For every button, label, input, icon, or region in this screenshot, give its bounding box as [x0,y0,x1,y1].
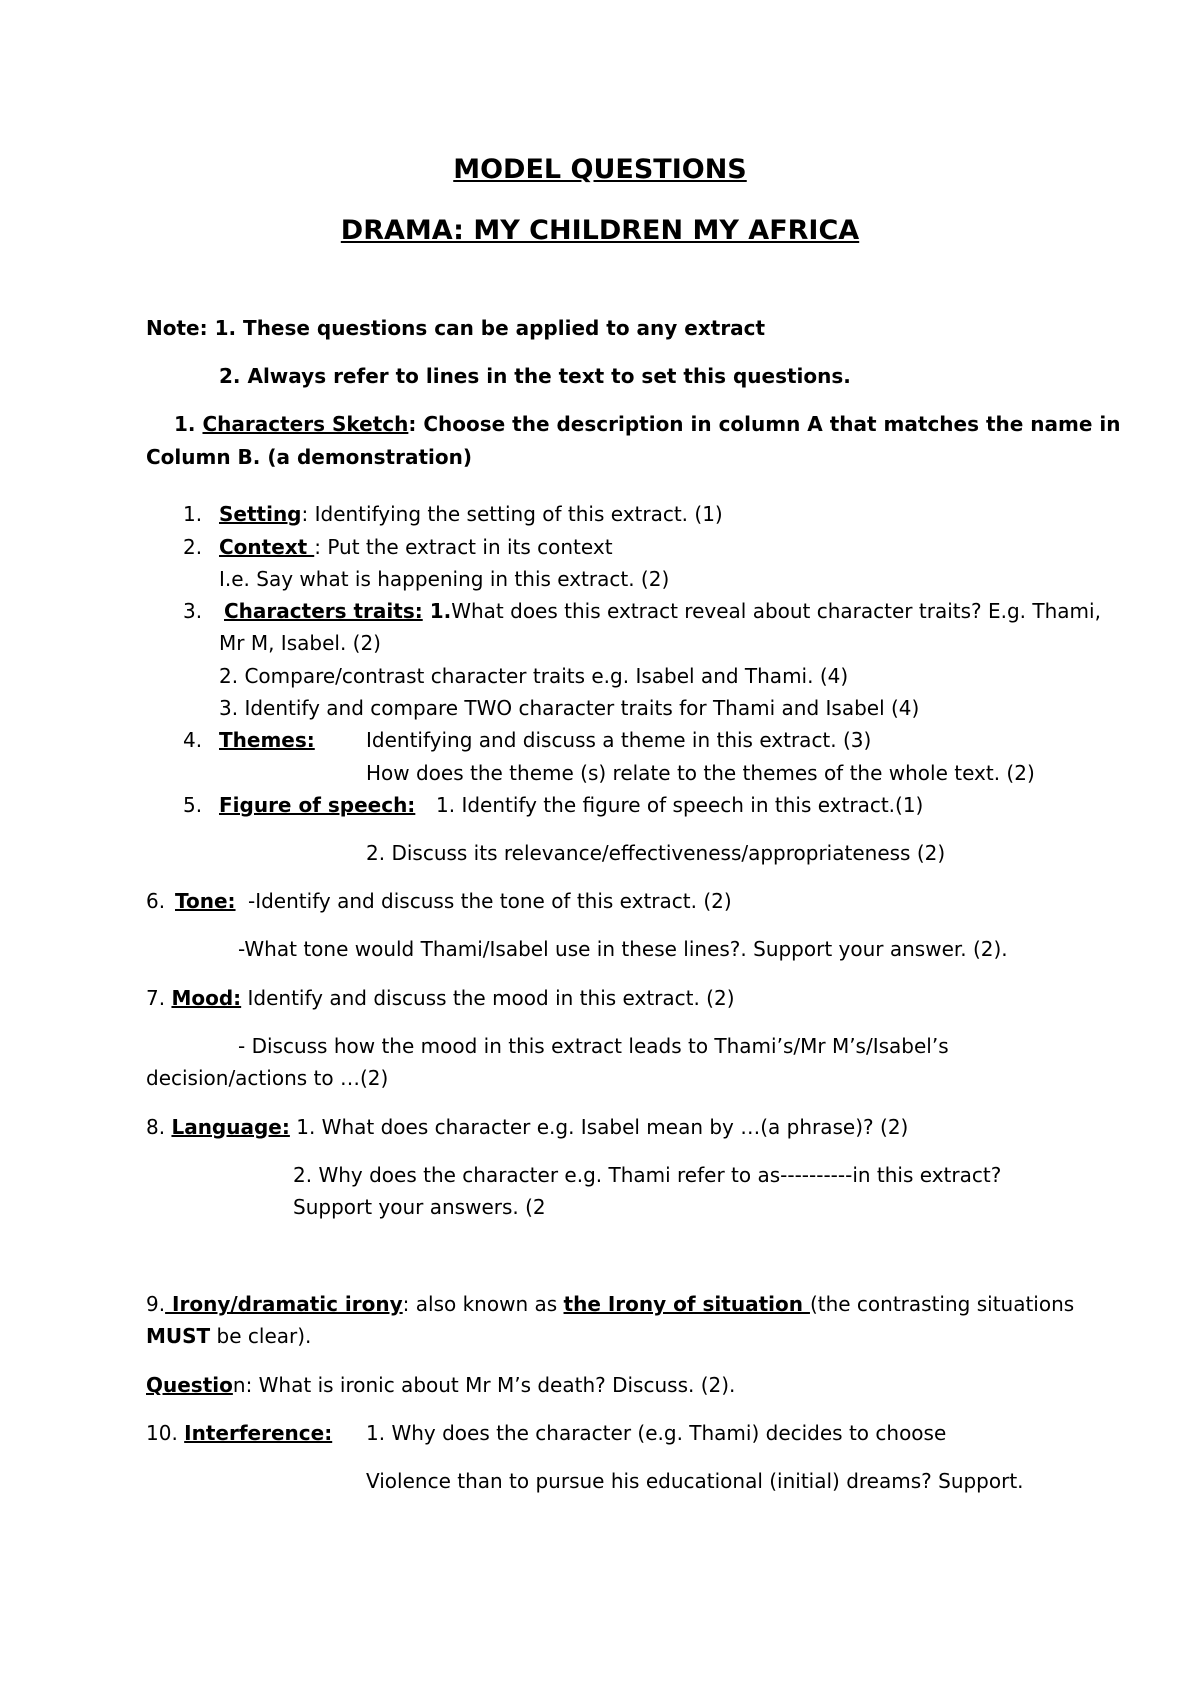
list-num-5: 5. [183,793,203,817]
context-term: Context [219,535,315,559]
irony-line-2: MUST be clear). [146,1324,312,1348]
page-subtitle: DRAMA: MY CHILDREN MY AFRICA [340,215,860,246]
mood-line: 7. Mood: Identify and discuss the mood in this extract. (2) [146,986,735,1010]
interference-text-1: 1. Why does the character (e.g. Thami) decides to choose [366,1421,947,1445]
question-term: Questio [146,1373,233,1397]
tone-num: 6. [146,889,166,913]
note-line-2: 2. Always refer to lines in the text to set this questions. [219,364,851,388]
sketch-line-cont: Column B. (a demonstration) [146,445,473,469]
interference-text-2: Violence than to pursue his educational (initial) dreams? Support. [366,1469,1024,1493]
irony-question: Question: What is ironic about Mr M’s death? Discuss. (2). [146,1373,736,1397]
list-num-3: 3. [183,599,203,623]
themes-2: How does the theme (s) relate to the themes of the whole text. (2) [366,761,1035,785]
list-item-traits: Characters traits: 1.What does this extract reveal about character traits? E.g. Thami, [224,599,1101,623]
page-title: MODEL QUESTIONS [453,154,747,185]
mood-text-2: - Discuss how the mood in this extract leads to Thami’s/Mr M’s/Isabel’s [238,1034,949,1058]
must-text: MUST [146,1324,211,1348]
language-text-3: Support your answers. (2 [293,1195,546,1219]
language-term: Language: [171,1115,290,1139]
sketch-term: Characters Sketch [202,412,409,436]
note-label: Note: [146,316,208,340]
interference-term: Interference: [184,1421,333,1445]
context-cont: I.e. Say what is happening in this extract. (2) [219,567,670,591]
list-item-setting: Setting: Identifying the setting of this extract. (1) [219,502,723,526]
traits-2: 2. Compare/contrast character traits e.g. Isabel and Thami. (4) [219,664,849,688]
mood-term: Mood: [171,986,242,1010]
tone-term: Tone: [175,889,236,913]
note-text-1: 1. These questions can be applied to any extract [214,316,766,340]
tone-text-1: -Identify and discuss the tone of this extract. (2) [248,889,732,913]
figure-1: 1. Identify the figure of speech in this extract.(1) [436,793,924,817]
list-num-4: 4. [183,728,203,752]
setting-term: Setting [219,502,302,526]
traits-cont: Mr M, Isabel. (2) [219,631,381,655]
interference-line: 10. Interference: [146,1421,333,1445]
traits-term: Characters traits: [224,599,423,623]
list-item-context: Context : Put the extract in its context [219,535,613,559]
irony-situation-term: the Irony of situation [563,1292,810,1316]
tone-text-2: -What tone would Thami/Isabel use in these lines?. Support your answer. (2). [238,937,1008,961]
themes-term: Themes: [219,728,315,752]
traits-3: 3. Identify and compare TWO character traits for Thami and Isabel (4) [219,696,920,720]
list-num-1: 1. [183,502,203,526]
themes-1: Identifying and discuss a theme in this extract. (3) [366,728,872,752]
list-num-2: 2. [183,535,203,559]
figure-2: 2. Discuss its relevance/effectiveness/appropriateness (2) [366,841,946,865]
figure-term: Figure of speech: [219,793,416,817]
irony-line: 9. Irony/dramatic irony: also known as the Irony of situation (the contrasting situations [146,1292,1075,1316]
language-text-2: 2. Why does the character e.g. Thami refer to as----------in this extract? [293,1163,1002,1187]
sketch-line: 1. Characters Sketch: Choose the description in column A that matches the name in [174,412,1121,436]
mood-text-3: decision/actions to …(2) [146,1066,389,1090]
irony-term: Irony/dramatic irony [165,1292,403,1316]
note-line-1 [146,314,765,342]
language-line: 8. Language: 1. What does character e.g. Isabel mean by …(a phrase)? (2) [146,1115,909,1139]
